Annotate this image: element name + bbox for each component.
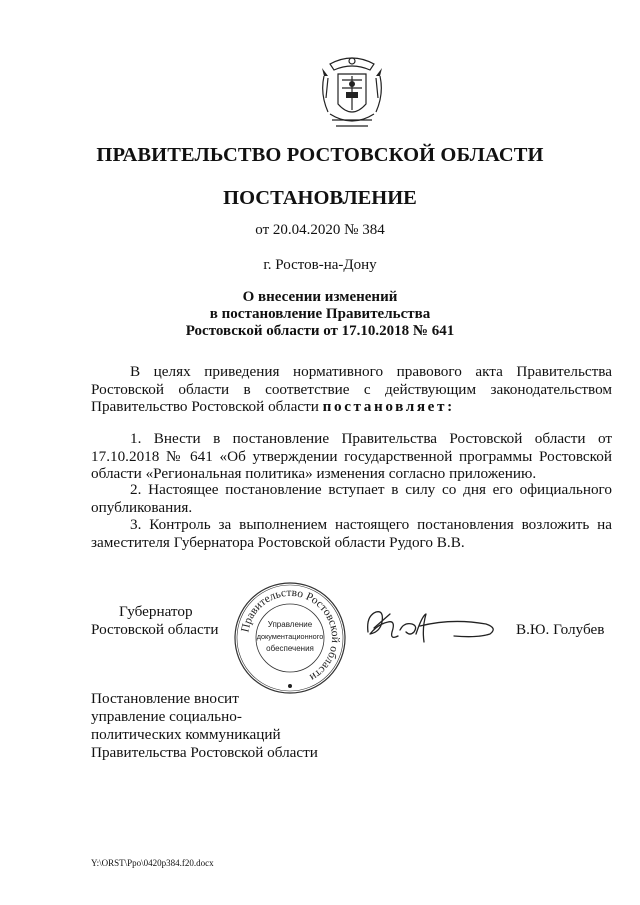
introduced-by-line-3: политических коммуникаций bbox=[91, 726, 281, 743]
document-date-number: от 20.04.2020 № 384 bbox=[255, 222, 385, 238]
handwritten-signature bbox=[362, 602, 498, 648]
stamp-ring-text: Правительство Ростовской области bbox=[239, 586, 342, 684]
signatory-role-line-2: Ростовской области bbox=[91, 621, 219, 638]
resolution-item-1: 1. Внести в постановление Правительства Ростовской области от 17.10.2018 № 641 «Об утверждении государственной программы Ростовской области «Региональная политика» изменения согласно приложению. bbox=[91, 430, 612, 482]
preamble-text: В целях приведения нормативного правового акта Правительства Ростовской области в соответствие с действующим законодательством Правительство Ростовской области bbox=[91, 363, 612, 415]
subject-line-3: Ростовской области от 17.10.2018 № 641 bbox=[185, 323, 455, 339]
official-stamp bbox=[230, 580, 350, 696]
signatory-name: В.Ю. Голубев bbox=[516, 621, 605, 638]
document-city: г. Ростов-на-Дону bbox=[263, 257, 377, 273]
stamp-inner-line-1: Управление bbox=[267, 620, 313, 629]
document-type-title: ПОСТАНОВЛЕНИЕ bbox=[223, 187, 417, 209]
preamble-paragraph bbox=[91, 363, 612, 416]
introduced-by-line-1: Постановление вносит bbox=[91, 690, 239, 707]
resolution-item-2: 2. Настоящее постановление вступает в силу со дня его официального опубликования. bbox=[91, 481, 612, 516]
subject-line-1: О внесении изменений bbox=[242, 289, 398, 305]
government-title: ПРАВИТЕЛЬСТВО РОСТОВСКОЙ ОБЛАСТИ bbox=[96, 144, 544, 166]
introduced-by-line-4: Правительства Ростовской области bbox=[91, 744, 318, 761]
file-path-footer: Y:\ORST\Ppo\0420p384.f20.docx bbox=[91, 858, 214, 868]
introduced-by-line-2: управление социально- bbox=[91, 708, 242, 725]
coat-of-arms-emblem bbox=[318, 54, 386, 132]
signatory-role-line-1: Губернатор bbox=[119, 603, 193, 620]
stamp-inner-line-3: обеспечения bbox=[266, 644, 314, 653]
resolution-item-3: 3. Контроль за выполнением настоящего постановления возложить на заместителя Губернатора Ростовской области Рудого В.В. bbox=[91, 516, 612, 551]
stamp-inner-line-2: документационного bbox=[256, 632, 324, 641]
subject-line-2: в постановление Правительства bbox=[209, 306, 431, 322]
resolves-word: постановляет: bbox=[322, 398, 455, 415]
